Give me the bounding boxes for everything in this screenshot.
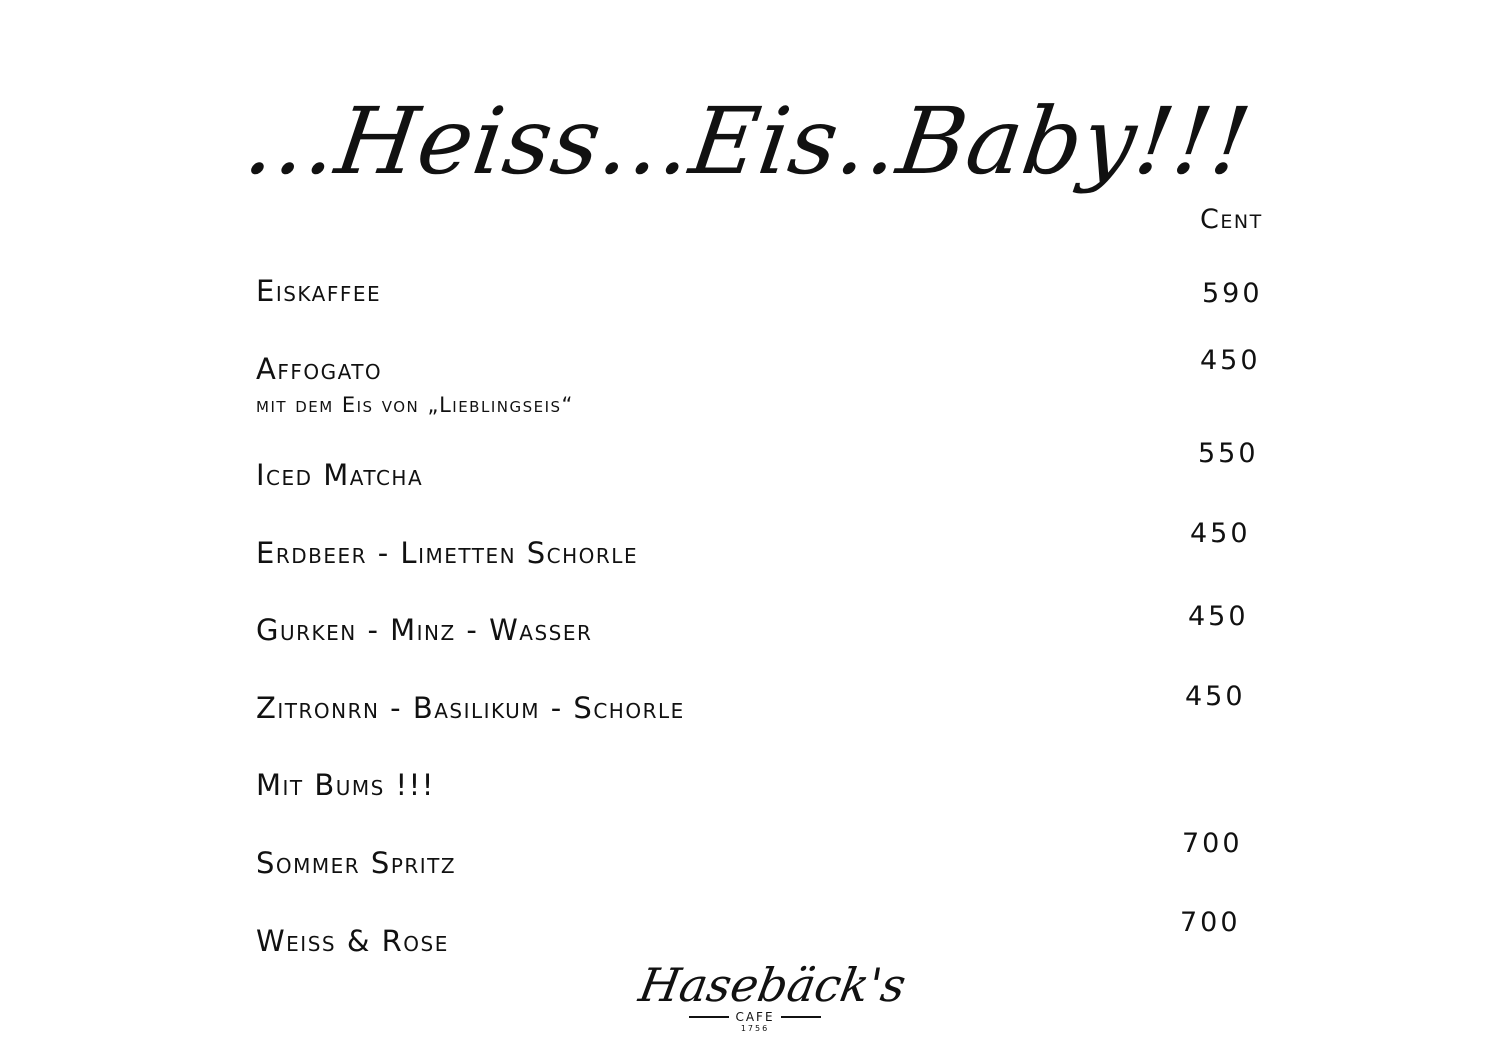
item-name: Erdbeer - Limetten Schorle — [256, 536, 639, 570]
item-price: 550 — [1198, 438, 1259, 469]
item-name: Eiskaffee — [256, 274, 382, 308]
item-name: Zitronrn - Basilikum - Schorle — [256, 691, 685, 725]
item-price: 450 — [1188, 601, 1249, 632]
item-name: Iced Matcha — [256, 458, 424, 492]
item-price: 450 — [1185, 681, 1246, 712]
item-name: Gurken - Minz - Wasser — [256, 613, 593, 647]
logo-subtitle: CAFE — [735, 1010, 775, 1024]
cafe-logo — [635, 958, 910, 1052]
item-name: Weiss & Rose — [256, 924, 449, 958]
item-subtitle: mit dem Eis von „Lieblingseis“ — [256, 393, 574, 417]
menu-title: ...Heiss...Eis..Baby!!! — [239, 88, 1258, 195]
item-price: 450 — [1200, 345, 1261, 376]
item-price: 700 — [1182, 828, 1243, 859]
item-price: 700 — [1180, 907, 1241, 938]
item-name: Affogato — [256, 352, 383, 386]
item-price: 590 — [1202, 278, 1263, 309]
logo-cafe-line — [640, 1010, 870, 1024]
logo-rule-right — [781, 1016, 821, 1018]
logo-year: 1756 — [740, 1024, 770, 1033]
price-header: Cent — [1200, 204, 1263, 235]
item-name: Mit Bums !!! — [256, 768, 435, 802]
logo-rule-left — [689, 1016, 729, 1018]
item-price: 450 — [1190, 518, 1251, 549]
item-name: Sommer Spritz — [256, 846, 457, 880]
logo-name: Hasebäck's — [635, 958, 910, 1012]
